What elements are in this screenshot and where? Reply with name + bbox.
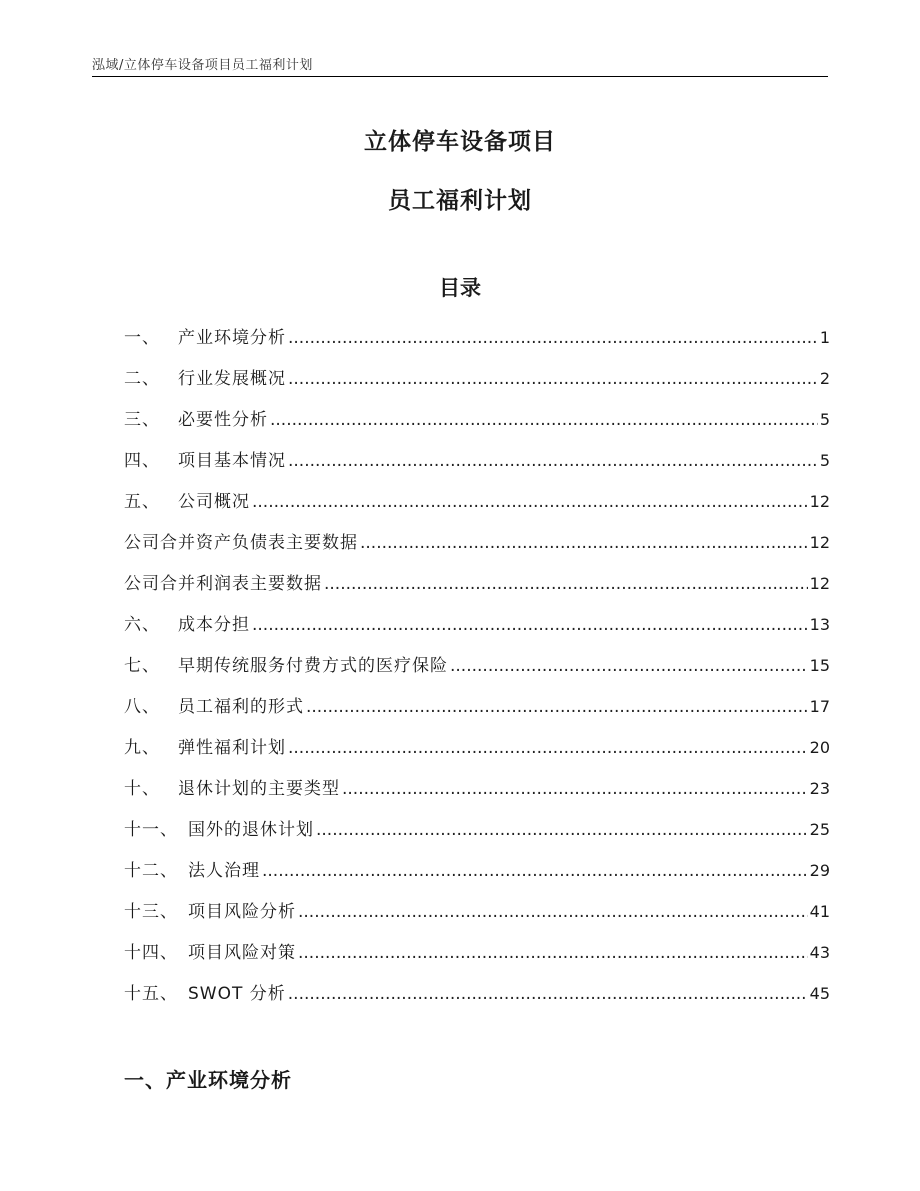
- toc-entry-title: 产业环境分析: [178, 328, 286, 348]
- toc-entry[interactable]: [124, 814, 830, 855]
- toc-entry-page-number: 29: [809, 861, 830, 880]
- document-title-line-1: 立体停车设备项目: [364, 129, 556, 155]
- toc-entry-page-number: 15: [809, 656, 830, 675]
- toc-entry-number: 十一、: [124, 820, 178, 840]
- toc-dot-leader: [298, 896, 808, 928]
- toc-entry-number: 十三、: [124, 902, 178, 922]
- toc-entry-number: 七、: [124, 656, 160, 676]
- header-divider: [92, 76, 828, 77]
- toc-entry-number: 二、: [124, 369, 160, 389]
- toc-entry-title: 必要性分析: [178, 410, 268, 430]
- toc-entry-title: 弹性福利计划: [178, 738, 286, 758]
- toc-entry[interactable]: [124, 363, 830, 404]
- toc-entry[interactable]: [124, 527, 830, 568]
- toc-entry-number: 六、: [124, 615, 160, 635]
- toc-dot-leader: [288, 732, 808, 764]
- toc-entry[interactable]: [124, 650, 830, 691]
- toc-entry-title: 法人治理: [188, 861, 260, 881]
- toc-entry-page-number: 2: [819, 369, 830, 388]
- toc-dot-leader: [316, 814, 808, 846]
- toc-entry-title: 项目风险分析: [188, 902, 296, 922]
- toc-entry-page-number: 43: [809, 943, 830, 962]
- toc-entry-page-number: 12: [809, 492, 830, 511]
- toc-entry-page-number: 20: [809, 738, 830, 757]
- toc-entry[interactable]: [124, 568, 830, 609]
- toc-entry[interactable]: [124, 609, 830, 650]
- toc-entry[interactable]: [124, 732, 830, 773]
- toc-dot-leader: [270, 404, 818, 436]
- toc-heading: 目录: [439, 276, 481, 300]
- toc-entry[interactable]: [124, 855, 830, 896]
- toc-entry-number: 四、: [124, 451, 160, 471]
- toc-entry-page-number: 25: [809, 820, 830, 839]
- toc-dot-leader: [288, 445, 818, 477]
- toc-entry-page-number: 13: [809, 615, 830, 634]
- toc-entry-number: 十五、: [124, 984, 178, 1004]
- toc-entry[interactable]: [124, 691, 830, 732]
- toc-entry[interactable]: [124, 896, 830, 937]
- toc-entry[interactable]: [124, 937, 830, 978]
- toc-entry-title: 员工福利的形式: [178, 697, 304, 717]
- toc-entry-title: 行业发展概况: [178, 369, 286, 389]
- section-heading: 一、产业环境分析: [124, 1068, 292, 1092]
- toc-entry-number: 五、: [124, 492, 160, 512]
- toc-entry-page-number: 45: [809, 984, 830, 1003]
- toc-entry[interactable]: [124, 404, 830, 445]
- toc-entry-number: 一、: [124, 328, 160, 348]
- toc-entry[interactable]: [124, 978, 830, 1019]
- toc-entry[interactable]: [124, 445, 830, 486]
- toc-entry-number: 十四、: [124, 943, 178, 963]
- document-title-line-2: 员工福利计划: [388, 188, 532, 214]
- toc-dot-leader: [288, 322, 818, 354]
- toc-dot-leader: [262, 855, 808, 887]
- toc-entry-title: 成本分担: [178, 615, 250, 635]
- toc-dot-leader: [342, 773, 808, 805]
- toc-entry-title: 项目基本情况: [178, 451, 286, 471]
- toc-dot-leader: [360, 527, 808, 559]
- toc-entry-page-number: 23: [809, 779, 830, 798]
- toc-entry-number: 十、: [124, 779, 160, 799]
- toc-entry-page-number: 1: [819, 328, 830, 347]
- toc-dot-leader: [306, 691, 808, 723]
- toc-entry-number: 三、: [124, 410, 160, 430]
- toc-entry[interactable]: [124, 322, 830, 363]
- toc-dot-leader: [288, 978, 808, 1010]
- toc-entry-number: 八、: [124, 697, 160, 717]
- toc-entry-title: 早期传统服务付费方式的医疗保险: [178, 656, 448, 676]
- table-of-contents: [124, 322, 830, 1019]
- toc-entry-title: 公司合并利润表主要数据: [124, 574, 322, 594]
- toc-dot-leader: [298, 937, 808, 969]
- toc-entry-page-number: 17: [809, 697, 830, 716]
- toc-dot-leader: [450, 650, 808, 682]
- toc-dot-leader: [252, 609, 808, 641]
- toc-dot-leader: [324, 568, 808, 600]
- toc-dot-leader: [252, 486, 808, 518]
- toc-entry-number: 十二、: [124, 861, 178, 881]
- toc-entry-page-number: 12: [809, 533, 830, 552]
- toc-entry-number: 九、: [124, 738, 160, 758]
- toc-entry-title: 公司合并资产负债表主要数据: [124, 533, 358, 553]
- toc-entry-title: SWOT 分析: [188, 984, 286, 1004]
- toc-entry-title: 项目风险对策: [188, 943, 296, 963]
- running-header: 泓域/立体停车设备项目员工福利计划: [92, 58, 313, 73]
- toc-entry-title: 国外的退休计划: [188, 820, 314, 840]
- toc-entry-page-number: 5: [819, 451, 830, 470]
- toc-entry-page-number: 12: [809, 574, 830, 593]
- toc-entry[interactable]: [124, 486, 830, 527]
- toc-entry-page-number: 5: [819, 410, 830, 429]
- toc-entry-title: 公司概况: [178, 492, 250, 512]
- toc-dot-leader: [288, 363, 818, 395]
- toc-entry-title: 退休计划的主要类型: [178, 779, 340, 799]
- toc-entry[interactable]: [124, 773, 830, 814]
- toc-entry-page-number: 41: [809, 902, 830, 921]
